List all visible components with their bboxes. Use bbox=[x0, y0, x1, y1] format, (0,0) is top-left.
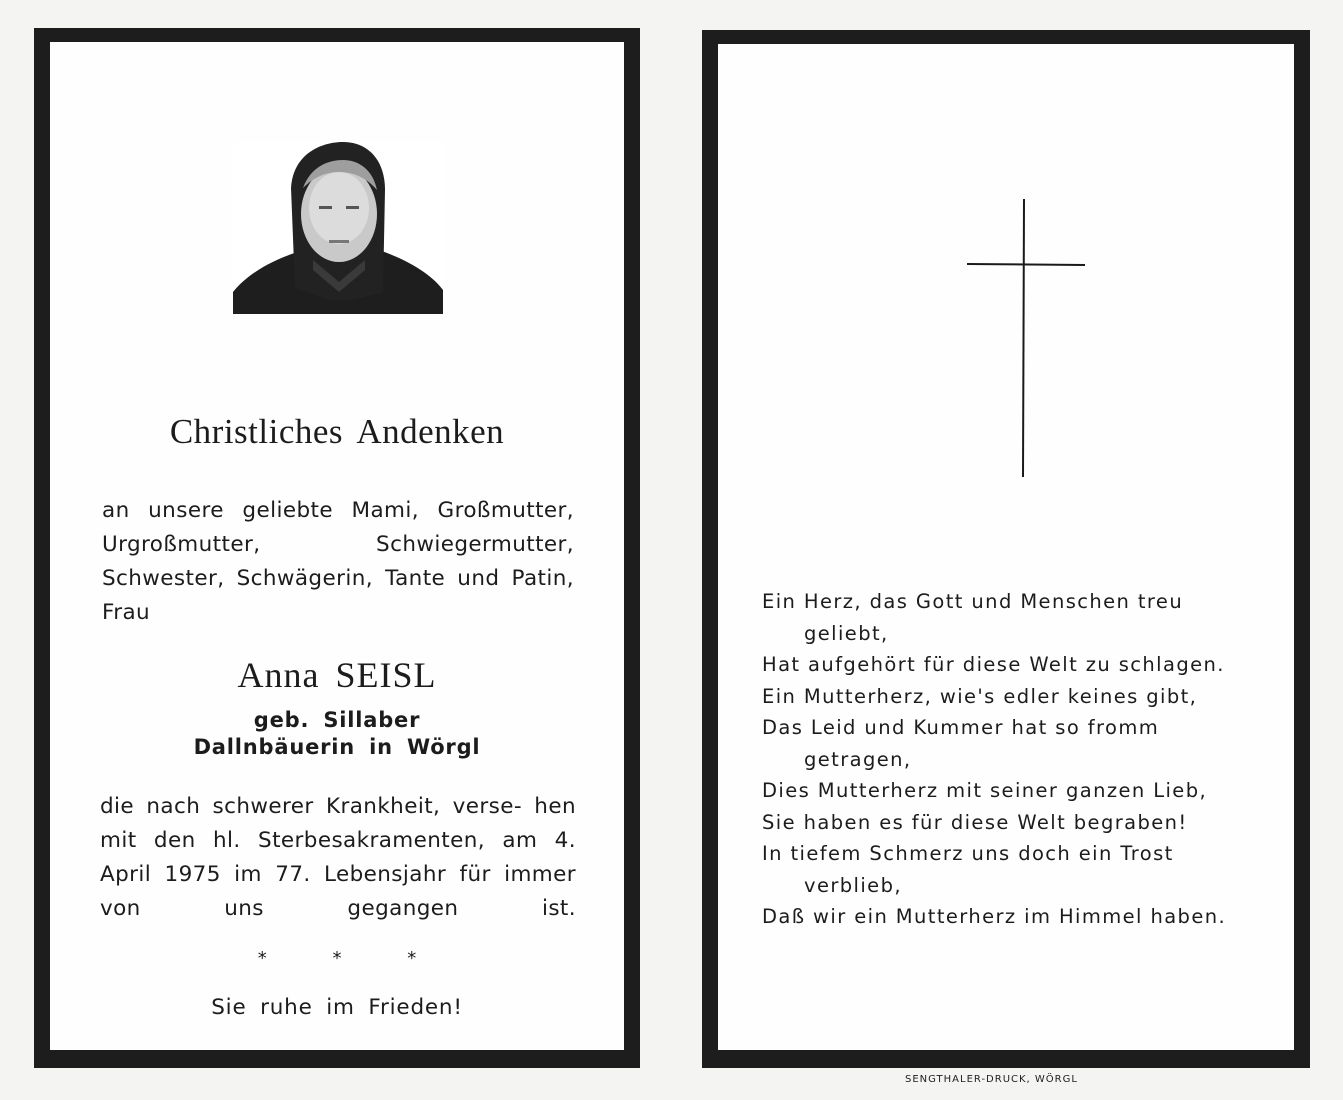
memorial-card-left bbox=[34, 28, 640, 1068]
printer-mark: SENGTHALER-DRUCK, WÖRGL bbox=[905, 1074, 1078, 1085]
poem-line: Das Leid und Kummer hat so fromm bbox=[762, 716, 1160, 739]
poem-line: geliebt, bbox=[804, 621, 889, 645]
deceased-name: Anna SEISL bbox=[237, 655, 437, 695]
dedication-text: an unsere geliebte Mami, Großmutter, Urgroßmutter, Schwiegermutter, Schwester, Schwägerin, Tante und Patin, Frau bbox=[102, 498, 574, 625]
farm-title: Dallnbäuerin in Wörgl bbox=[193, 735, 481, 759]
poem-line: getragen, bbox=[804, 747, 912, 771]
poem-line: Daß wir ein Mutterherz im Himmel haben. bbox=[762, 905, 1227, 928]
poem-line: verblieb, bbox=[804, 873, 902, 897]
poem-line: Hat aufgehört für diese Welt zu schlagen. bbox=[762, 653, 1225, 676]
maiden-name: geb. Sillaber bbox=[253, 708, 421, 732]
portrait-photo bbox=[233, 142, 443, 314]
card-heading: Christliches Andenken bbox=[169, 412, 505, 451]
poem-line: Dies Mutterherz mit seiner ganzen Lieb, bbox=[762, 779, 1208, 802]
memorial-poem bbox=[762, 586, 1302, 933]
death-notice-text: die nach schwerer Krankheit, verse- hen mit den hl. Sterbesakramenten, am 4. April 1975 im 77. Lebensjahr für immer von uns gegangen ist. bbox=[100, 794, 576, 921]
latin-cross-icon bbox=[966, 197, 1088, 483]
poem-line: In tiefem Schmerz uns doch ein Trost bbox=[762, 842, 1174, 865]
poem-line: Sie haben es für diese Welt begraben! bbox=[762, 810, 1188, 834]
memorial-card-right bbox=[702, 30, 1310, 1068]
poem-line: Ein Herz, das Gott und Menschen treu bbox=[762, 590, 1184, 613]
closing-blessing: Sie ruhe im Frieden! bbox=[211, 995, 463, 1020]
star-separator: * * * bbox=[257, 948, 447, 969]
poem-line: Ein Mutterherz, wie's edler keines gibt, bbox=[762, 684, 1198, 708]
